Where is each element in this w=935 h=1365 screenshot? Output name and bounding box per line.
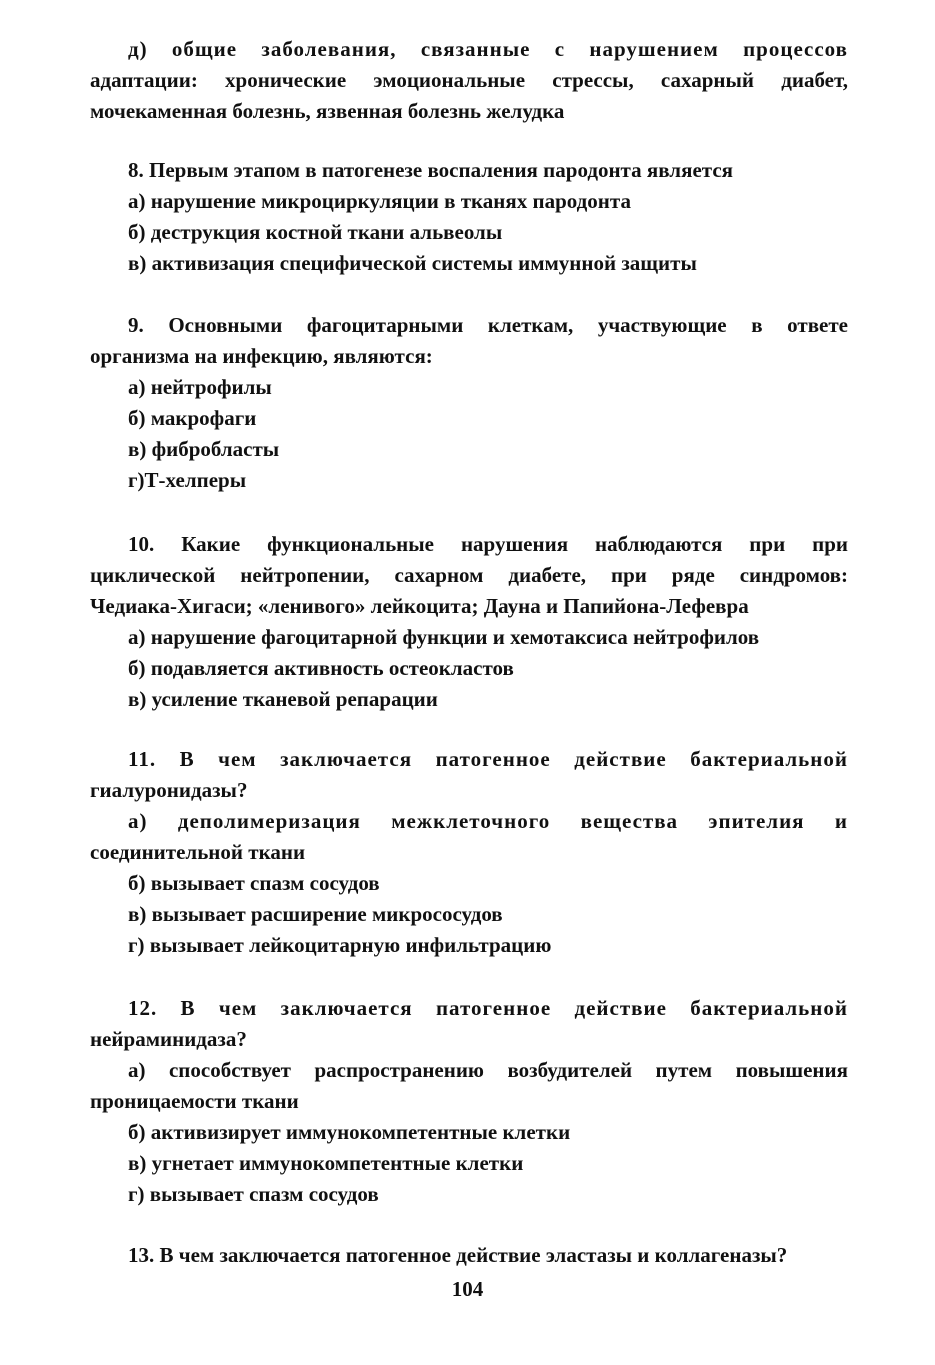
question-8-option-b: б) деструкция костной ткани альвеолы — [128, 220, 503, 244]
question-9-option-c: в) фибробласты — [128, 437, 280, 461]
question-10-option-b: б) подавляется активность остеокластов — [128, 656, 514, 680]
question-10-text-line-1: 10. Какие функциональные нарушения наблюдаются при при — [128, 532, 848, 556]
question-11-option-a-line-1: а) деполимеризация межклеточного вещества эпителия и — [128, 809, 848, 833]
question-8 — [90, 155, 848, 279]
question-9-option-d: г)Т-хелперы — [128, 468, 247, 492]
question-9-text-line-1: 9. Основными фагоцитарными клеткам, участвующие в ответе — [128, 313, 848, 337]
question-10-option-c: в) усиление тканевой репарации — [128, 687, 438, 711]
question-9-option-b: б) макрофаги — [128, 406, 257, 430]
question-8-option-c: в) активизация специфической системы иммунной защиты — [128, 251, 697, 275]
question-12-text-line-2: нейраминидаза? — [90, 1027, 247, 1051]
question-11-text-line-2: гиалуронидазы? — [90, 778, 248, 802]
question-8-option-a: а) нарушение микроциркуляции в тканях пародонта — [128, 189, 631, 213]
question-9-text-line-2: организма на инфекцию, являются: — [90, 344, 433, 368]
question-11-option-a-line-2: соединительной ткани — [90, 840, 306, 864]
question-12-option-c: в) угнетает иммунокомпетентные клетки — [128, 1151, 524, 1175]
intro-line-2: адаптации: хронические эмоциональные стрессы, сахарный диабет, — [90, 68, 848, 92]
question-12-option-b: б) активизирует иммунокомпетентные клетки — [128, 1120, 571, 1144]
question-12 — [90, 993, 848, 1210]
question-12-option-d: г) вызывает спазм сосудов — [128, 1182, 379, 1206]
question-12-option-a-line-1: а) способствует распространению возбудителей путем повышения — [128, 1058, 848, 1082]
question-10-option-a: а) нарушение фагоцитарной функции и хемотаксиса нейтрофилов — [128, 625, 760, 649]
question-10-text-line-2: циклической нейтропении, сахарном диабете, при ряде синдромов: — [90, 563, 848, 587]
question-9 — [90, 310, 848, 496]
question-11-option-c: в) вызывает расширение микрососудов — [128, 902, 503, 926]
intro-line-1: д) общие заболевания, связанные с нарушением процессов — [128, 37, 848, 61]
question-11-option-d: г) вызывает лейкоцитарную инфильтрацию — [128, 933, 552, 957]
question-13-text: 13. В чем заключается патогенное действие эластазы и коллагеназы? — [128, 1243, 788, 1267]
question-11 — [90, 744, 848, 961]
question-8-text: 8. Первым этапом в патогенезе воспаления пародонта является — [128, 158, 734, 182]
question-11-text-line-1: 11. В чем заключается патогенное действие бактериальной — [128, 747, 848, 771]
intro-line-3: мочекаменная болезнь, язвенная болезнь желудка — [90, 99, 565, 123]
question-10-text-line-3: Чедиака-Хигаси; «ленивого» лейкоцита; Дауна и Папийона-Лефевра — [90, 594, 749, 618]
question-9-option-a: а) нейтрофилы — [128, 375, 272, 399]
question-13 — [90, 1240, 848, 1271]
question-11-option-b: б) вызывает спазм сосудов — [128, 871, 380, 895]
question-12-option-a-line-2: проницаемости ткани — [90, 1089, 299, 1113]
intro-block — [90, 34, 848, 127]
page-number: 104 — [451, 1277, 484, 1301]
question-12-text-line-1: 12. В чем заключается патогенное действие бактериальной — [128, 996, 848, 1020]
question-10 — [90, 529, 848, 715]
